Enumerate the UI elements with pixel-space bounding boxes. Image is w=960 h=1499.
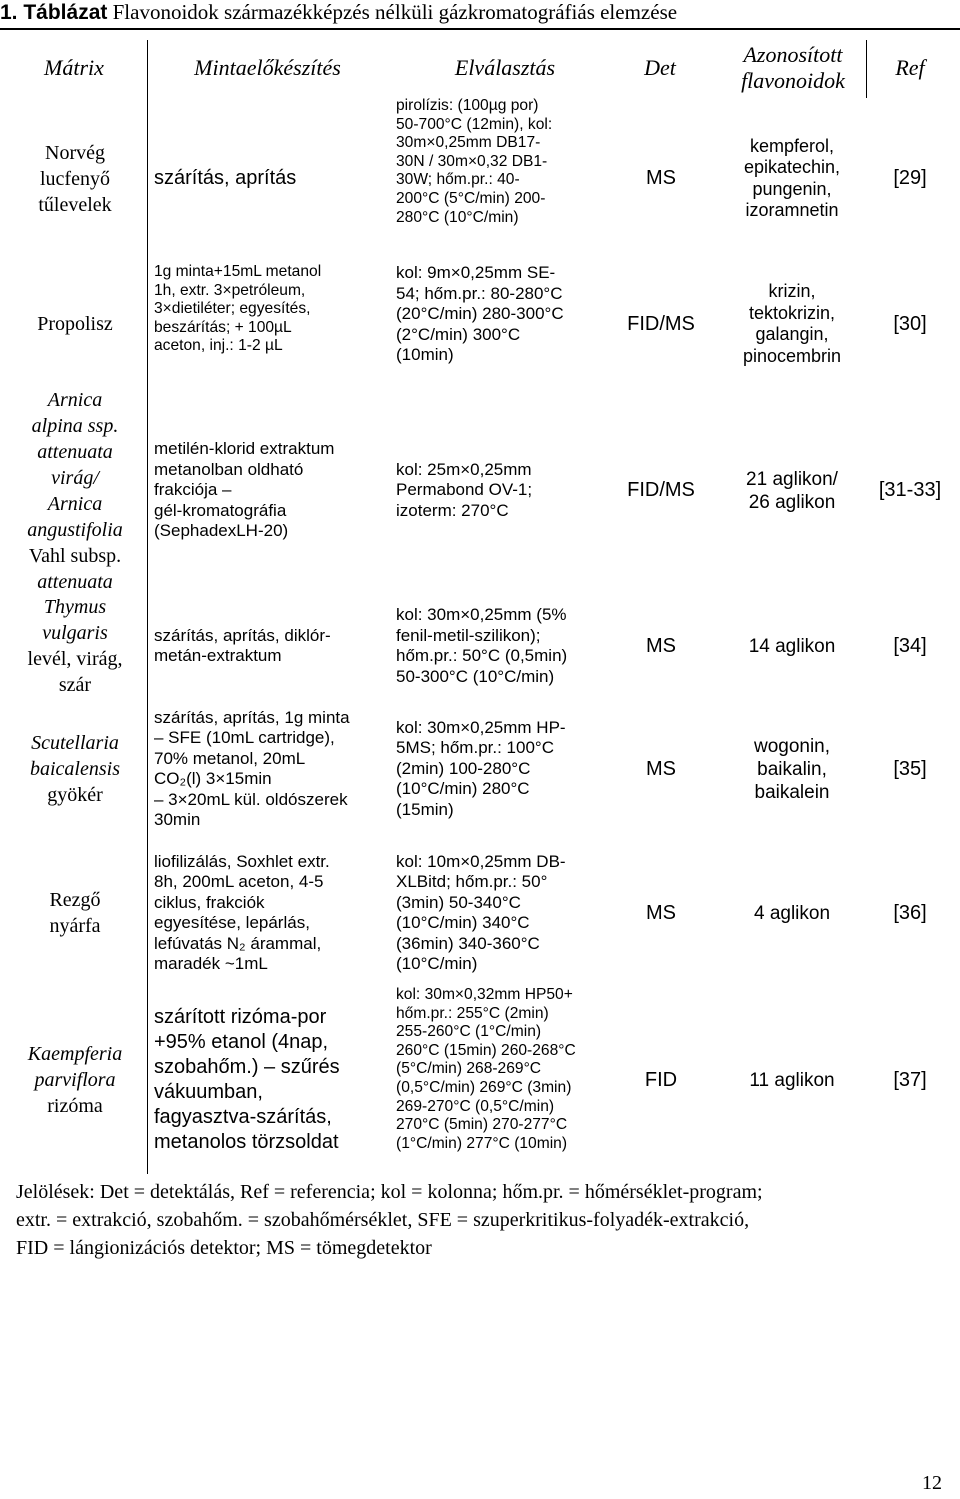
detector-value: MS [646, 901, 676, 924]
matrix-line: baicalensis [30, 758, 120, 780]
matrix-line: Rezgő [49, 889, 101, 911]
reference-cell [868, 596, 952, 696]
detector-cell [620, 97, 702, 260]
cell-line: (10min) [396, 345, 454, 364]
table-caption: Flavonoidok származékképzés nélküli gázkromatográfiás elemzése [107, 0, 678, 24]
cell-line: 50-300°C (10°C/min) [396, 666, 555, 686]
prep-cell [154, 97, 384, 260]
cell-line: (10°C/min) [396, 954, 478, 973]
header-matrix: Mátrix [44, 55, 104, 80]
matrix-line: gyökér [47, 784, 103, 806]
cell-line: epikatechin, [743, 157, 841, 177]
separation-cell [396, 699, 618, 839]
cell-line: metanolban oldható [154, 459, 304, 479]
detector-value: MS [646, 167, 676, 189]
reference-value: [35] [893, 757, 927, 780]
cell-line: (10°C/min) 340°C [396, 913, 530, 932]
cell-line: krizin, [768, 281, 816, 301]
identified-cell [718, 263, 866, 385]
cell-line: 70% metanol, 20mL [154, 748, 306, 768]
reference-value: [31-33] [878, 479, 942, 501]
detector-value: MS [646, 634, 676, 657]
detector-value: FID/MS [627, 479, 695, 501]
cell-line: – 3×20mL kül. oldószerek [154, 789, 348, 809]
cell-line: 30min [154, 810, 201, 829]
detector-cell [620, 596, 702, 696]
table-row [0, 986, 960, 1174]
prep-cell [154, 388, 384, 593]
cell-line: (0,5°C/min) 269°C (3min) [396, 1078, 572, 1096]
detector-cell [620, 699, 702, 839]
matrix-line: parviflora [34, 1069, 116, 1091]
identified-cell [718, 842, 866, 984]
cell-line: hőm.pr.: 255°C (2min) [396, 1004, 549, 1022]
matrix-line: angustifolia [27, 518, 123, 541]
cell-line: 5MS; hőm.pr.: 100°C [396, 738, 554, 758]
table-row [0, 842, 960, 984]
cell-line: 255-260°C (1°C/min) [396, 1023, 542, 1041]
cell-line: metán-extraktum [154, 646, 282, 665]
page-number: 12 [922, 1472, 942, 1494]
reference-cell [868, 842, 952, 984]
cell-line: szárítás, aprítás, diklór- [154, 625, 331, 645]
cell-line: tektokrizin, [748, 302, 836, 323]
identified-cell [718, 596, 866, 696]
cell-line: 1h, extr. 3×petróleum, [154, 281, 306, 299]
cell-line: (15min) [396, 799, 454, 819]
cell-line: fenil-metil-szilikon); [396, 625, 541, 645]
cell-line: frakciója – [154, 480, 232, 500]
reference-cell [868, 699, 952, 839]
cell-line: szárítás, aprítás, 1g minta [154, 707, 350, 727]
cell-line: 11 aglikon [749, 1069, 835, 1091]
cell-line: (36min) 340-360°C [396, 933, 540, 953]
cell-line: metilén-klorid extraktum [154, 439, 335, 459]
detector-cell [620, 986, 702, 1174]
legend-line: FID = lángionizációs detektor; MS = tömegdetektor [16, 1237, 432, 1259]
cell-line: 54; hőm.pr.: 80-280°C [396, 283, 563, 303]
identified-cell [718, 986, 866, 1174]
cell-line: 30m×0,25mm DB17- [396, 134, 541, 152]
cell-line: CO₂(l) 3×15min [154, 769, 272, 788]
table-row [0, 97, 960, 260]
cell-line: 260°C (15min) 260-268°C [396, 1041, 576, 1059]
cell-line: egyesítése, lepárlás, [154, 913, 310, 932]
identified-cell [718, 699, 866, 839]
matrix-cell [4, 986, 146, 1174]
cell-line: hőm.pr.: 50°C (0,5min) [396, 646, 568, 665]
cell-line: kol: 9m×0,25mm SE- [396, 263, 556, 282]
matrix-line: Vahl subsp. [28, 544, 122, 567]
cell-line: metanolos törzsoldat [154, 1131, 339, 1153]
matrix-line: rizóma [47, 1095, 103, 1117]
cell-line: 8h, 200mL aceton, 4-5 [154, 872, 324, 891]
cell-line: – SFE (10mL cartridge), [154, 728, 335, 747]
matrix-line: virág/ [51, 466, 99, 489]
detector-value: FID/MS [627, 312, 695, 335]
cell-line: 30W; hőm.pr.: 40- [396, 171, 520, 189]
reference-value: [29] [893, 167, 927, 189]
cell-line: baikalein [754, 781, 830, 803]
matrix-line: Arnica [47, 492, 103, 515]
cell-line: (3min) 50-340°C [396, 892, 521, 912]
cell-line: 14 aglikon [748, 635, 836, 657]
cell-line: (10°C/min) 280°C [396, 779, 530, 799]
cell-line: lefúvatás N₂ árammal, [154, 933, 322, 953]
cell-line: wogonin, [753, 735, 831, 757]
cell-line: gél-kromatográfia [154, 500, 287, 520]
cell-line: szárítás, aprítás [154, 167, 297, 189]
matrix-line: tűlevelek [38, 193, 112, 216]
matrix-cell [4, 596, 146, 696]
separation-cell [396, 388, 618, 593]
prep-cell [154, 596, 384, 696]
table-number: 1. Táblázat [0, 1, 108, 24]
identified-cell [718, 97, 866, 260]
reference-cell [868, 263, 952, 385]
cell-line: pungenin, [752, 178, 832, 199]
cell-line: 26 aglikon [748, 491, 836, 513]
cell-line: 21 aglikon/ [746, 468, 838, 490]
matrix-line: nyárfa [49, 915, 101, 937]
matrix-line: Kaempferia [27, 1043, 123, 1065]
detector-value: MS [646, 757, 676, 780]
cell-line: szobahőm.) – szűrés [154, 1056, 340, 1078]
header-prep: Mintaelőkészítés [194, 55, 341, 80]
cell-line: kol: 25m×0,25mm [396, 459, 532, 479]
matrix-line: vulgaris [42, 622, 108, 644]
separation-cell [396, 842, 618, 984]
cell-line: fagyasztva-szárítás, [154, 1106, 332, 1128]
table-row [0, 699, 960, 839]
cell-line: pirolízis: (100µg por) [396, 97, 539, 114]
reference-cell [868, 97, 952, 260]
table-row [0, 263, 960, 385]
legend-line: Jelölések: Det = detektálás, Ref = referencia; kol = kolonna; hőm.pr. = hőmérséklet-program; [16, 1181, 763, 1203]
cell-line: maradék ~1mL [154, 954, 268, 973]
cell-line: kol: 10m×0,25mm DB- [396, 851, 566, 871]
matrix-line: szár [58, 674, 92, 696]
matrix-line: Propolisz [37, 313, 113, 335]
cell-line: Permabond OV-1; [396, 480, 533, 500]
cell-line: (SephadexLH-20) [154, 521, 289, 541]
cell-line: pinocembrin [742, 345, 842, 366]
legend-line: extr. = extrakció, szobahőm. = szobahőmérséklet, SFE = szuperkritikus-folyadék-extrakció, [16, 1209, 750, 1231]
matrix-cell [4, 388, 146, 593]
detector-cell [620, 263, 702, 385]
prep-cell [154, 699, 384, 839]
cell-line: +95% etanol (4nap, [154, 1031, 329, 1053]
matrix-cell [4, 97, 146, 260]
prep-cell [154, 842, 384, 984]
matrix-line: Scutellaria [31, 732, 119, 754]
cell-line: kol: 30m×0,25mm (5% [396, 605, 567, 624]
reference-value: [30] [893, 312, 927, 335]
cell-line: 269-270°C (0,5°C/min) [396, 1097, 555, 1115]
separation-cell [396, 97, 618, 260]
table-row [0, 596, 960, 696]
cell-line: aceton, inj.: 1-2 µL [154, 337, 283, 355]
header-separation: Elválasztás [454, 55, 556, 80]
cell-line: (1°C/min) 277°C (10min) [396, 1134, 568, 1152]
identified-cell [718, 388, 866, 593]
reference-cell [868, 986, 952, 1174]
cell-line: 280°C (10°C/min) [396, 208, 519, 226]
cell-line: (20°C/min) 280-300°C [396, 304, 564, 323]
prep-cell [154, 986, 384, 1174]
cell-line: 4 aglikon [753, 902, 831, 924]
reference-value: [34] [893, 634, 927, 657]
matrix-line: levél, virág, [27, 648, 123, 670]
cell-line: vákuumban, [154, 1081, 263, 1103]
matrix-line: attenuata [37, 440, 113, 463]
cell-line: beszárítás; + 100µL [154, 318, 292, 336]
matrix-line: alpina ssp. [31, 414, 119, 437]
cell-line: liofilizálás, Soxhlet extr. [154, 851, 330, 871]
cell-line: kol: 30m×0,25mm HP- [396, 717, 566, 737]
cell-line: galangin, [755, 324, 829, 344]
matrix-line: Arnica [47, 388, 103, 411]
title-rule [0, 28, 960, 30]
cell-line: baikalin, [757, 758, 827, 780]
cell-line: 200°C (5°C/min) 200- [396, 189, 546, 207]
header-identified-line: Azonosított [743, 42, 843, 67]
matrix-cell [4, 263, 146, 385]
reference-cell [868, 388, 952, 593]
cell-line: (2min) 100-280°C [396, 758, 531, 778]
cell-line: kol: 30m×0,32mm HP50+ [396, 986, 573, 1003]
table-row [0, 388, 960, 593]
cell-line: 30N / 30m×0,32 DB1- [396, 152, 548, 170]
separation-cell [396, 986, 618, 1174]
prep-cell [154, 263, 384, 385]
cell-line: 270°C (5min) 270-277°C [396, 1116, 568, 1134]
cell-line: 1g minta+15mL metanol [154, 263, 322, 280]
cell-line: 3×dietiléter; egyesítés, [154, 300, 311, 318]
separation-cell [396, 263, 618, 385]
header-identified [718, 42, 868, 94]
matrix-line: Norvég [45, 141, 105, 164]
cell-line: ciklus, frakciók [154, 892, 265, 912]
header-detector: Det [644, 55, 676, 80]
cell-line: izoramnetin [745, 200, 839, 220]
matrix-line: attenuata [37, 570, 113, 593]
cell-line: szárított rizóma-por [154, 1006, 327, 1028]
header-reference: Ref [895, 55, 925, 80]
cell-line: kempferol, [749, 135, 835, 156]
detector-cell [620, 388, 702, 593]
reference-value: [36] [893, 901, 927, 924]
separation-cell [396, 596, 618, 696]
detector-cell [620, 842, 702, 984]
header-identified-line: flavonoidok [741, 68, 845, 93]
table-title [0, 0, 960, 25]
cell-line: (2°C/min) 300°C [396, 324, 521, 344]
reference-value: [37] [893, 1068, 927, 1091]
cell-line: (5°C/min) 268-269°C [396, 1060, 542, 1078]
cell-line: XLBitd; hőm.pr.: 50° [396, 872, 548, 891]
legend-notes [16, 1178, 950, 1262]
detector-value: FID [644, 1068, 678, 1091]
matrix-cell [4, 842, 146, 984]
cell-line: izoterm: 270°C [396, 500, 509, 520]
matrix-line: Thymus [43, 596, 107, 618]
cell-line: 50-700°C (12min), kol: [396, 115, 553, 133]
matrix-line: lucfenyő [40, 167, 110, 190]
matrix-cell [4, 699, 146, 839]
